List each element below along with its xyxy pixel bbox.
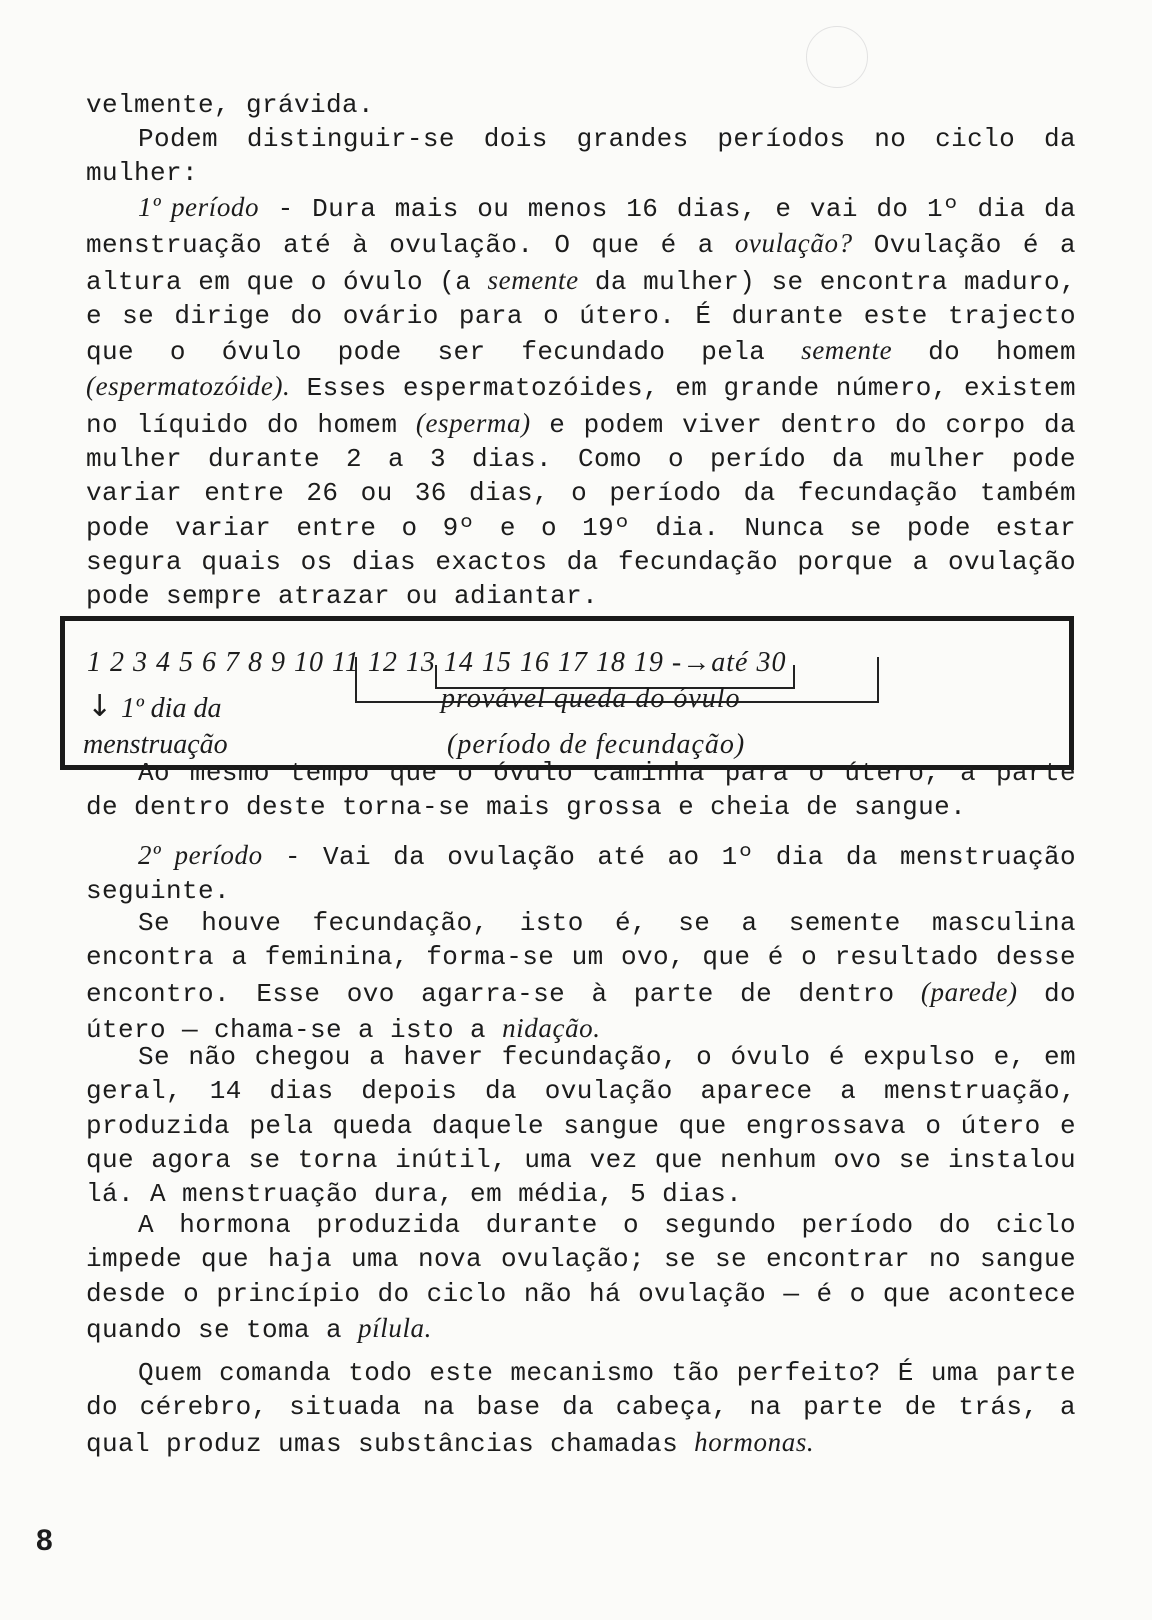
paragraph-continuation: velmente, grávida. bbox=[86, 90, 375, 120]
punch-hole-mark bbox=[806, 26, 868, 88]
paragraph-second-period: 2º período - Vai da ovulação até ao 1º dia da menstruação seguinte. bbox=[86, 840, 1076, 907]
ovum-drop-label: provável queda do óvulo bbox=[441, 683, 741, 714]
second-period-label: 2º período bbox=[138, 840, 263, 870]
menstruation-label: menstruação bbox=[83, 729, 228, 760]
paragraph-fecundation: Se houve fecundação, isto é, se a semente masculina encontra a feminina, forma-se um ovo, que é o resultado desse encontro. Esse ovo agarra-se à parte de dentro (parede) do útero — chama-se a isto a nidação. bbox=[86, 908, 1076, 1045]
paragraph-first-period: 1º período - Dura mais ou menos 16 dias, e vai do 1º dia da menstruação até à ovulação. O que é a ovulação? Ovulação é a altura em que o óvulo (a semente da mulher) se encontra maduro, e se dirige do ovário para o útero. É durante este trajecto que o óvulo pode ser fecundado pela semente do homem (espermatozóide). Esses espermatozóides, em grande número, existem no líquido do homem (esperma) e podem viver dentro do corpo da mulher durante 2 a 3 dias. Como o perído da mulher pode variar entre 26 ou 36 dias, o período da fecundação também pode variar entre o 9º e o 19º dia. Nunca se pode estar segura quais os dias exactos da fecundação porque a ovulação pode sempre atrazar ou adiantar. bbox=[86, 192, 1077, 612]
cycle-diagram-box bbox=[60, 616, 1074, 770]
paragraph-brain: Quem comanda todo este mecanismo tão perfeito? É uma parte do cérebro, situada na base da cabeça, na parte de trás, a qual produz umas substâncias chamadas hormonas. bbox=[86, 1358, 1076, 1459]
first-period-label: 1º período bbox=[138, 192, 260, 222]
fertile-period-label: (período de fecundação) bbox=[447, 729, 746, 760]
paragraph-intro: Podem distinguir-se dois grandes períodos no ciclo da mulher: bbox=[86, 124, 1076, 189]
first-day-label: 1º dia da bbox=[121, 693, 222, 724]
paragraph-uterus: Ao mesmo tempo que o óvulo caminha para o útero, a parte de dentro deste torna-se mais grossa e cheia de sangue. bbox=[86, 758, 1076, 823]
paragraph-hormone: A hormona produzida durante o segundo período do ciclo impede que haja uma nova ovulação; se se encontrar no sangue desde o princípio do ciclo não há ovulação — é o que acontece quando se toma a pílula. bbox=[86, 1210, 1076, 1345]
page-number: 8 bbox=[36, 1524, 53, 1557]
down-arrow-icon: ↓ bbox=[87, 689, 113, 724]
cycle-day-numbers: 1 2 3 4 5 6 7 8 9 10 11 12 13 14 15 16 17 18 19 -→até 30 bbox=[87, 647, 787, 678]
paragraph-no-fecundation: Se não chegou a haver fecundação, o óvulo é expulso e, em geral, 14 dias depois da ovulação aparece a menstruação, produzida pela queda daquele sangue que engrossava o útero e que agora se torna inútil, uma vez que nenhum ovo se instalou lá. A menstruação dura, em média, 5 dias. bbox=[86, 1042, 1076, 1210]
